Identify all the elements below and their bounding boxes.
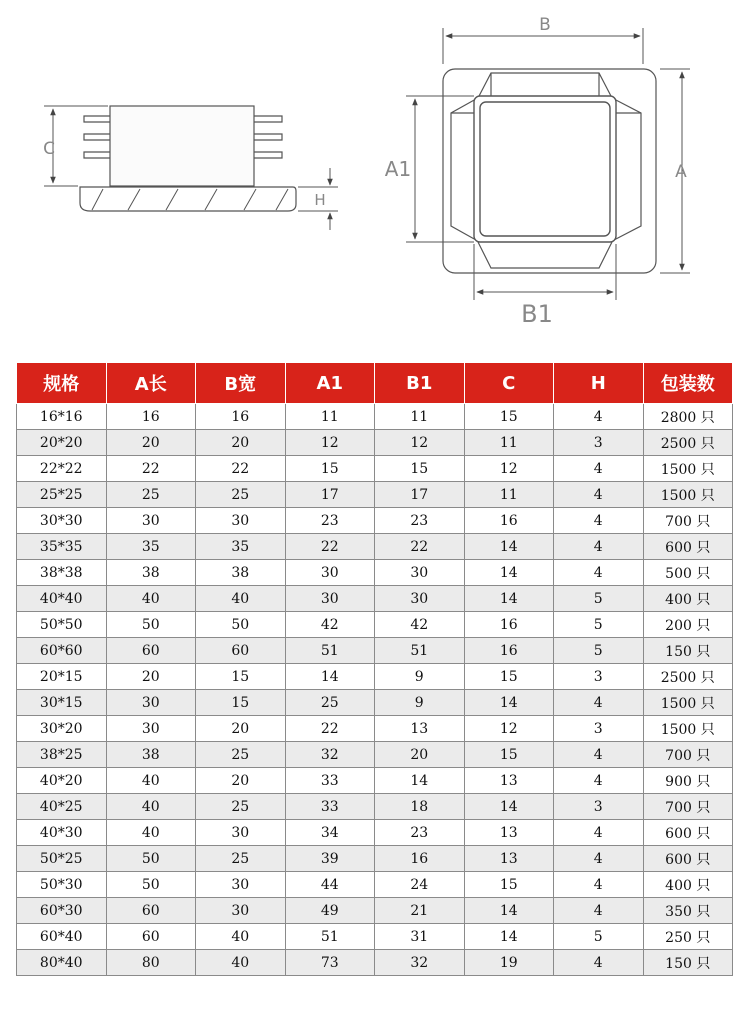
top-view	[443, 69, 656, 273]
cell-col-c: 12	[464, 716, 554, 742]
cell-col-c: 14	[464, 560, 554, 586]
cell-col-b-width: 25	[196, 742, 286, 768]
cell-col-h: 4	[554, 690, 644, 716]
cell-col-h: 4	[554, 898, 644, 924]
cell-col-b-width: 40	[196, 950, 286, 976]
cell-col-b1: 18	[375, 794, 465, 820]
side-left-ribs	[84, 116, 110, 158]
spec-table	[16, 362, 733, 976]
cell-col-spec: 16*16	[17, 404, 107, 430]
cell-col-spec: 22*22	[17, 456, 107, 482]
cell-col-spec: 80*40	[17, 950, 107, 976]
cell-col-a-length: 38	[106, 742, 196, 768]
cell-col-packing: 2500 只	[643, 430, 733, 456]
cell-col-h: 5	[554, 586, 644, 612]
cell-col-b-width: 35	[196, 534, 286, 560]
cell-col-a1: 39	[285, 846, 375, 872]
cell-col-b-width: 16	[196, 404, 286, 430]
cell-col-packing: 250 只	[643, 924, 733, 950]
cell-col-h: 4	[554, 820, 644, 846]
cell-col-b1: 16	[375, 846, 465, 872]
table-row	[17, 690, 733, 716]
cell-col-a1: 17	[285, 482, 375, 508]
cell-col-h: 4	[554, 872, 644, 898]
cell-col-a1: 73	[285, 950, 375, 976]
cell-col-c: 13	[464, 820, 554, 846]
cell-col-packing: 400 只	[643, 586, 733, 612]
table-header-row	[17, 363, 733, 404]
cell-col-spec: 50*50	[17, 612, 107, 638]
cell-col-h: 3	[554, 430, 644, 456]
cell-col-spec: 60*60	[17, 638, 107, 664]
cell-col-packing: 2500 只	[643, 664, 733, 690]
cell-col-b-width: 20	[196, 768, 286, 794]
header-col-packing: 包装数	[643, 363, 733, 404]
cell-col-b-width: 30	[196, 898, 286, 924]
cell-col-a1: 51	[285, 638, 375, 664]
cell-col-a1: 44	[285, 872, 375, 898]
cell-col-b-width: 25	[196, 846, 286, 872]
table-row	[17, 508, 733, 534]
cell-col-spec: 25*25	[17, 482, 107, 508]
cell-col-a-length: 16	[106, 404, 196, 430]
cell-col-b1: 30	[375, 586, 465, 612]
cell-col-spec: 40*30	[17, 820, 107, 846]
cell-col-a1: 51	[285, 924, 375, 950]
table-row	[17, 742, 733, 768]
cell-col-b1: 24	[375, 872, 465, 898]
cell-col-a1: 30	[285, 586, 375, 612]
cell-col-spec: 40*20	[17, 768, 107, 794]
cell-col-a-length: 38	[106, 560, 196, 586]
header-col-c: C	[464, 363, 554, 404]
cell-col-b1: 20	[375, 742, 465, 768]
cell-col-b1: 12	[375, 430, 465, 456]
cell-col-c: 11	[464, 482, 554, 508]
cell-col-a1: 15	[285, 456, 375, 482]
cell-col-packing: 1500 只	[643, 690, 733, 716]
cell-col-a1: 49	[285, 898, 375, 924]
cell-col-h: 4	[554, 482, 644, 508]
cell-col-c: 19	[464, 950, 554, 976]
cell-col-c: 13	[464, 846, 554, 872]
cell-col-a-length: 40	[106, 794, 196, 820]
cell-col-b1: 14	[375, 768, 465, 794]
cell-col-c: 14	[464, 794, 554, 820]
cell-col-spec: 20*15	[17, 664, 107, 690]
cell-col-h: 4	[554, 950, 644, 976]
cell-col-a-length: 35	[106, 534, 196, 560]
table-row	[17, 820, 733, 846]
cell-col-a-length: 60	[106, 898, 196, 924]
cell-col-c: 11	[464, 430, 554, 456]
side-right-ribs	[254, 116, 282, 158]
cell-col-spec: 30*30	[17, 508, 107, 534]
table-row	[17, 430, 733, 456]
label-b: B	[539, 15, 551, 35]
cell-col-b1: 23	[375, 820, 465, 846]
cell-col-spec: 30*20	[17, 716, 107, 742]
cell-col-b-width: 30	[196, 872, 286, 898]
cell-col-b-width: 40	[196, 924, 286, 950]
cell-col-b-width: 20	[196, 430, 286, 456]
cell-col-c: 13	[464, 768, 554, 794]
cell-col-b1: 21	[375, 898, 465, 924]
cell-col-a1: 33	[285, 768, 375, 794]
header-col-b1: B1	[375, 363, 465, 404]
side-flange	[80, 187, 296, 211]
cell-col-b1: 32	[375, 950, 465, 976]
cell-col-packing: 2800 只	[643, 404, 733, 430]
table-row	[17, 898, 733, 924]
cell-col-a1: 22	[285, 716, 375, 742]
cell-col-a1: 12	[285, 430, 375, 456]
cell-col-b-width: 30	[196, 820, 286, 846]
cell-col-c: 16	[464, 508, 554, 534]
label-c: C	[43, 139, 55, 159]
cell-col-b1: 9	[375, 690, 465, 716]
cell-col-a-length: 40	[106, 768, 196, 794]
cell-col-packing: 150 只	[643, 638, 733, 664]
table-row	[17, 950, 733, 976]
cell-col-b-width: 60	[196, 638, 286, 664]
cell-col-a-length: 20	[106, 430, 196, 456]
cell-col-b1: 42	[375, 612, 465, 638]
table-row	[17, 716, 733, 742]
cell-col-b-width: 50	[196, 612, 286, 638]
cell-col-b1: 13	[375, 716, 465, 742]
cell-col-c: 14	[464, 690, 554, 716]
cell-col-c: 16	[464, 612, 554, 638]
cell-col-a-length: 30	[106, 690, 196, 716]
cell-col-a-length: 22	[106, 456, 196, 482]
cell-col-a-length: 80	[106, 950, 196, 976]
cell-col-h: 4	[554, 560, 644, 586]
cell-col-c: 16	[464, 638, 554, 664]
cell-col-b-width: 15	[196, 664, 286, 690]
cell-col-a-length: 25	[106, 482, 196, 508]
cell-col-a-length: 20	[106, 664, 196, 690]
cell-col-b1: 17	[375, 482, 465, 508]
table-row	[17, 664, 733, 690]
cell-col-packing: 600 只	[643, 534, 733, 560]
cell-col-c: 14	[464, 534, 554, 560]
cell-col-b1: 23	[375, 508, 465, 534]
cell-col-spec: 20*20	[17, 430, 107, 456]
cell-col-packing: 150 只	[643, 950, 733, 976]
cell-col-b1: 31	[375, 924, 465, 950]
cell-col-h: 4	[554, 534, 644, 560]
label-a: A	[675, 162, 687, 182]
table-row	[17, 846, 733, 872]
cell-col-b-width: 15	[196, 690, 286, 716]
table-row	[17, 794, 733, 820]
top-outer-square	[474, 96, 616, 242]
table-row	[17, 638, 733, 664]
table-row	[17, 534, 733, 560]
technical-diagram	[0, 0, 750, 355]
header-col-a-length: A长	[106, 363, 196, 404]
table-row	[17, 482, 733, 508]
cell-col-h: 4	[554, 508, 644, 534]
table-row	[17, 586, 733, 612]
cell-col-spec: 38*25	[17, 742, 107, 768]
cell-col-a1: 25	[285, 690, 375, 716]
cell-col-c: 15	[464, 742, 554, 768]
cell-col-c: 14	[464, 898, 554, 924]
cell-col-a-length: 30	[106, 508, 196, 534]
table-row	[17, 456, 733, 482]
cell-col-b-width: 25	[196, 794, 286, 820]
cell-col-h: 3	[554, 664, 644, 690]
cell-col-h: 5	[554, 924, 644, 950]
cell-col-packing: 400 只	[643, 872, 733, 898]
cell-col-spec: 60*30	[17, 898, 107, 924]
cell-col-a1: 30	[285, 560, 375, 586]
cell-col-a-length: 60	[106, 638, 196, 664]
header-col-spec: 规格	[17, 363, 107, 404]
header-col-a1: A1	[285, 363, 375, 404]
cell-col-c: 14	[464, 924, 554, 950]
label-b1: B1	[521, 300, 553, 328]
cell-col-h: 4	[554, 846, 644, 872]
cell-col-spec: 50*25	[17, 846, 107, 872]
cell-col-a-length: 50	[106, 846, 196, 872]
cell-col-h: 5	[554, 638, 644, 664]
cell-col-c: 15	[464, 664, 554, 690]
table-row	[17, 612, 733, 638]
cell-col-b-width: 30	[196, 508, 286, 534]
cell-col-b1: 22	[375, 534, 465, 560]
cell-col-a1: 34	[285, 820, 375, 846]
cell-col-b1: 51	[375, 638, 465, 664]
cell-col-packing: 500 只	[643, 560, 733, 586]
cell-col-a-length: 60	[106, 924, 196, 950]
header-col-b-width: B宽	[196, 363, 286, 404]
cell-col-packing: 200 只	[643, 612, 733, 638]
cell-col-a1: 11	[285, 404, 375, 430]
cell-col-spec: 30*15	[17, 690, 107, 716]
table-row	[17, 924, 733, 950]
cell-col-a-length: 50	[106, 872, 196, 898]
label-a1: A1	[384, 157, 412, 181]
cell-col-b-width: 20	[196, 716, 286, 742]
cell-col-a1: 32	[285, 742, 375, 768]
cell-col-packing: 700 只	[643, 508, 733, 534]
cell-col-h: 3	[554, 716, 644, 742]
cell-col-a1: 14	[285, 664, 375, 690]
cell-col-spec: 38*38	[17, 560, 107, 586]
cell-col-spec: 60*40	[17, 924, 107, 950]
cell-col-c: 15	[464, 404, 554, 430]
cell-col-h: 4	[554, 404, 644, 430]
cell-col-b1: 15	[375, 456, 465, 482]
cell-col-packing: 350 只	[643, 898, 733, 924]
cell-col-a-length: 40	[106, 820, 196, 846]
cell-col-a1: 22	[285, 534, 375, 560]
cell-col-spec: 40*40	[17, 586, 107, 612]
cell-col-a-length: 40	[106, 586, 196, 612]
table-row	[17, 872, 733, 898]
side-body	[110, 106, 254, 186]
cell-col-packing: 900 只	[643, 768, 733, 794]
cell-col-packing: 600 只	[643, 846, 733, 872]
label-h: H	[314, 191, 326, 209]
cell-col-packing: 1500 只	[643, 482, 733, 508]
cell-col-c: 12	[464, 456, 554, 482]
cell-col-b1: 30	[375, 560, 465, 586]
cell-col-packing: 600 只	[643, 820, 733, 846]
side-view	[80, 106, 296, 211]
cell-col-a-length: 30	[106, 716, 196, 742]
table-row	[17, 768, 733, 794]
cell-col-b-width: 25	[196, 482, 286, 508]
cell-col-c: 14	[464, 586, 554, 612]
cell-col-h: 5	[554, 612, 644, 638]
cell-col-h: 4	[554, 456, 644, 482]
cell-col-b-width: 22	[196, 456, 286, 482]
cell-col-h: 4	[554, 742, 644, 768]
cell-col-a1: 23	[285, 508, 375, 534]
cell-col-c: 15	[464, 872, 554, 898]
cell-col-b-width: 40	[196, 586, 286, 612]
cell-col-b1: 9	[375, 664, 465, 690]
cell-col-packing: 700 只	[643, 742, 733, 768]
cell-col-a1: 42	[285, 612, 375, 638]
cell-col-spec: 40*25	[17, 794, 107, 820]
cell-col-h: 3	[554, 794, 644, 820]
cell-col-spec: 35*35	[17, 534, 107, 560]
cell-col-b1: 11	[375, 404, 465, 430]
cell-col-b-width: 38	[196, 560, 286, 586]
table-row	[17, 404, 733, 430]
cell-col-a1: 33	[285, 794, 375, 820]
cell-col-h: 4	[554, 768, 644, 794]
cell-col-a-length: 50	[106, 612, 196, 638]
table-row	[17, 560, 733, 586]
cell-col-spec: 50*30	[17, 872, 107, 898]
cell-col-packing: 1500 只	[643, 716, 733, 742]
header-col-h: H	[554, 363, 644, 404]
cell-col-packing: 1500 只	[643, 456, 733, 482]
cell-col-packing: 700 只	[643, 794, 733, 820]
